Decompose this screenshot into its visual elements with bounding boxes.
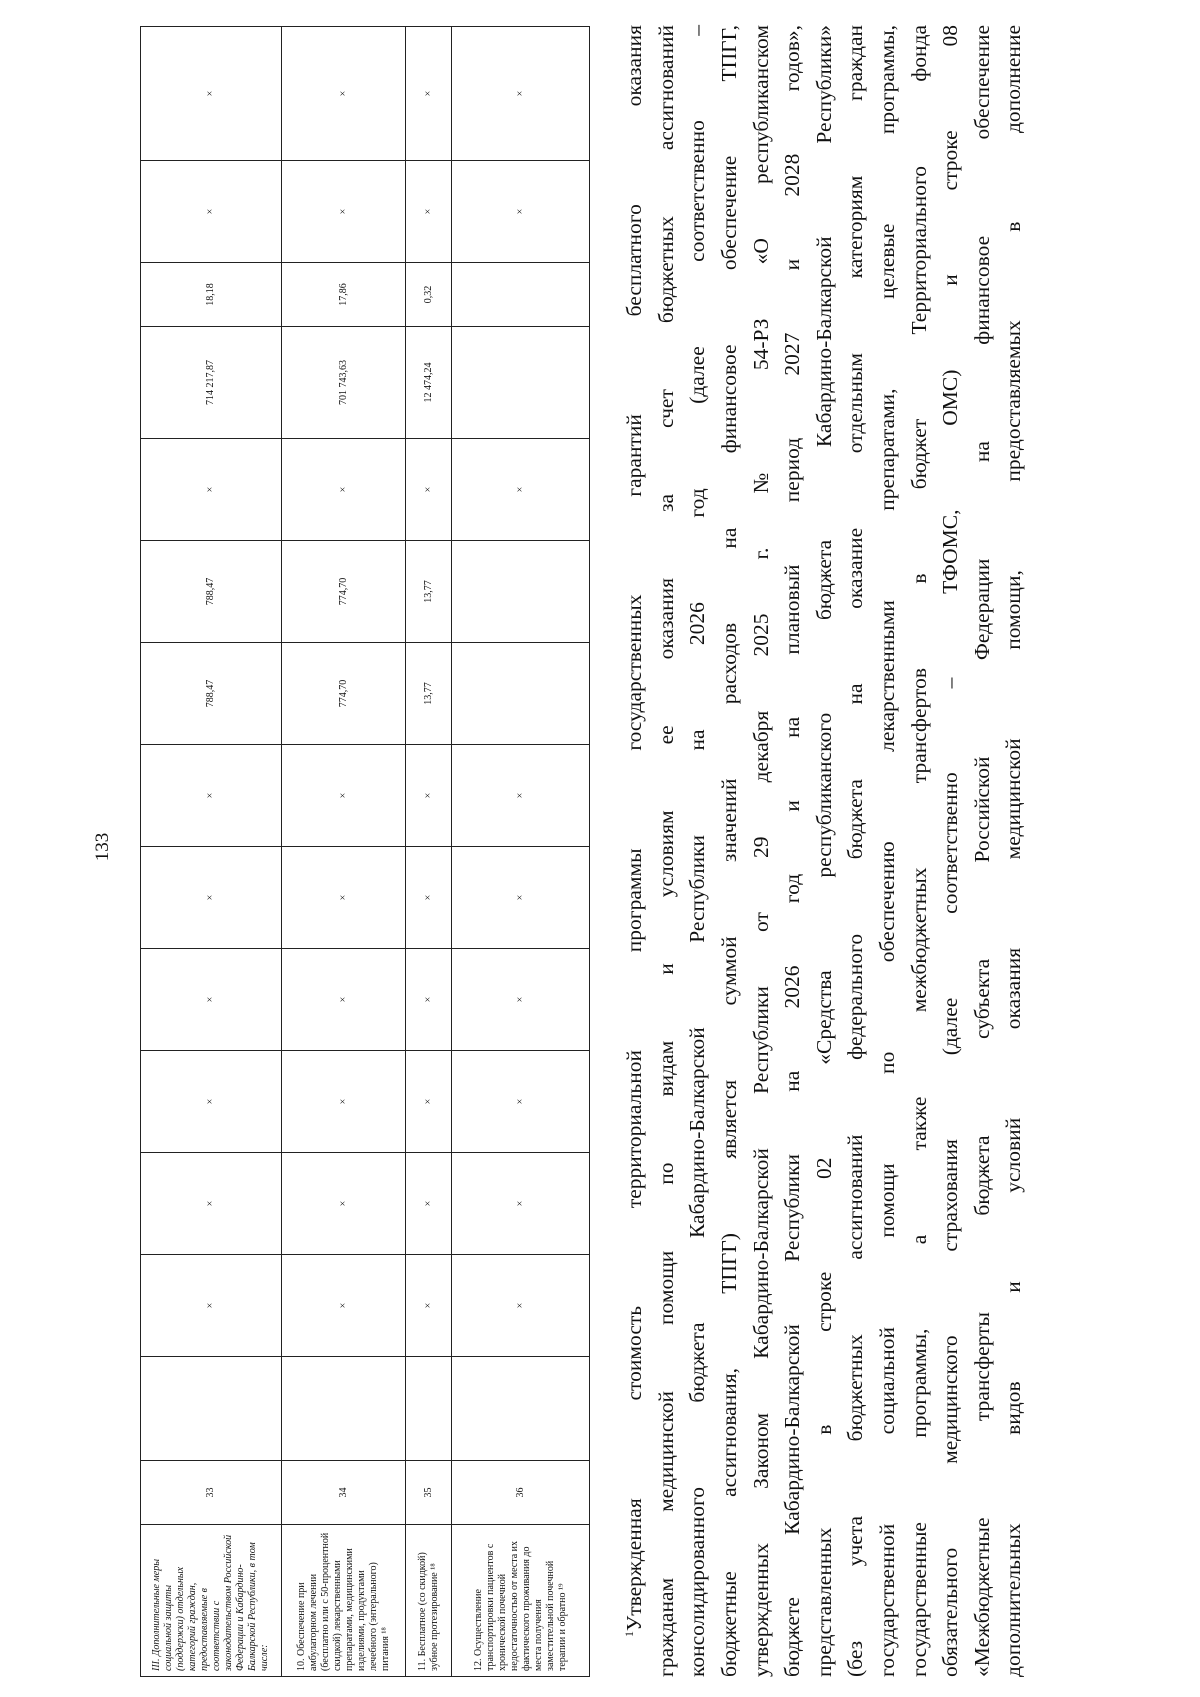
table-cell: × xyxy=(141,27,282,161)
table-cell: 12 474,24 xyxy=(406,327,452,439)
table-cell: × xyxy=(452,847,590,949)
table-cell: 0,32 xyxy=(406,263,452,327)
footnote-line: государственные программы, а также межбюджетных трансфертов в бюджет Территориального фонда xyxy=(906,25,931,1677)
footnote-line: гражданам медицинской помощи по видам и условиям ее оказания за счет бюджетных ассигнований xyxy=(653,25,678,1677)
table-cell: × xyxy=(141,745,282,847)
footnote-line xyxy=(614,25,651,1677)
table-cell: × xyxy=(406,1255,452,1357)
footnote-line: бюджетные ассигнования, ТПГГ) является суммой значений расходов на финансовое обеспечение ТПГГ, xyxy=(716,25,741,1677)
table-cell xyxy=(452,541,590,643)
table-cell: × xyxy=(452,1255,590,1357)
table-cell: 788,47 xyxy=(141,643,282,745)
table-cell: × xyxy=(406,949,452,1051)
table-cell: 788,47 xyxy=(141,541,282,643)
footnote xyxy=(614,25,1030,1677)
table-cell: 13,77 xyxy=(406,643,452,745)
row-label: 11. Бесплатное (со скидкой) зубное протезирование ¹⁸ xyxy=(406,1525,452,1677)
table-cell xyxy=(452,643,590,745)
table-cell: × xyxy=(141,1153,282,1255)
table-cell: × xyxy=(141,439,282,541)
table-cell xyxy=(141,1357,282,1461)
footnote-text: Утвержденная стоимость территориальной программы государственных гарантий бесплатного оказания xyxy=(622,25,647,1631)
footnote-line: государственной социальной помощи по обеспечению лекарственными препаратами, целевые программы, xyxy=(874,25,899,1677)
table-row xyxy=(452,27,590,1677)
table-cell: × xyxy=(406,745,452,847)
footnote-line: дополнительных видов и условий оказания медицинской помощи, предоставляемых в дополнение xyxy=(1001,25,1026,1677)
table-cell: × xyxy=(406,27,452,161)
row-label: 12. Осуществление транспортировки пациентов с хронической почечной недостаточностью от места их фактического проживания до места получения заместительной почечной терапии и обратно ¹⁹ xyxy=(452,1525,590,1677)
table-cell: 17,86 xyxy=(281,263,406,327)
table-cell: × xyxy=(141,847,282,949)
table-cell: × xyxy=(452,27,590,161)
footnote-line: утвержденных Законом Кабардино-Балкарской Республики от 29 декабря 2025 г. № 54-РЗ «О республиканском xyxy=(748,25,773,1677)
table-cell: × xyxy=(406,439,452,541)
table-cell: × xyxy=(141,1255,282,1357)
table-cell: × xyxy=(452,1051,590,1153)
table-cell: 18,18 xyxy=(141,263,282,327)
row-number: 34 xyxy=(281,1461,406,1525)
footnote-line: представленных в строке 02 «Средства республиканского бюджета Кабардино-Балкарской Республики» xyxy=(811,25,836,1677)
row-label: III. Дополнительные меры социальной защиты (поддержки) отдельных категорий граждан, предоставляемые в соответствии с законодательством Российской Федерации и Кабардино-Балкарской Республики, в том числе: xyxy=(141,1525,282,1677)
footnote-line: (без учета бюджетных ассигнований федерального бюджета на оказание отдельным категориям граждан xyxy=(843,25,868,1677)
table-cell: 774,70 xyxy=(281,643,406,745)
table-cell: × xyxy=(406,1051,452,1153)
footnote-line: бюджете Кабардино-Балкарской Республики на 2026 год и на плановый период 2027 и 2028 годов», xyxy=(780,25,805,1677)
footnote-mark: 1 xyxy=(622,1631,636,1637)
page-number: 133 xyxy=(92,832,113,862)
table-row xyxy=(141,27,282,1677)
table-cell: × xyxy=(452,161,590,263)
table-cell: × xyxy=(452,439,590,541)
table-cell: × xyxy=(406,161,452,263)
row-number: 36 xyxy=(452,1461,590,1525)
table-cell: × xyxy=(281,439,406,541)
table-cell: × xyxy=(281,745,406,847)
footnote-line: консолидированного бюджета Кабардино-Балкарской Республики на 2026 год (далее соответственно – xyxy=(685,25,710,1677)
table-cell: × xyxy=(406,847,452,949)
row-label: 10. Обеспечение при амбулаторном лечении (бесплатно или с 50-процентной скидкой) лекарственными препаратами, медицинскими изделиями, продуктами лечебного (энтерального) питания ¹⁸ xyxy=(281,1525,406,1677)
table-cell: 13,77 xyxy=(406,541,452,643)
table-cell: × xyxy=(452,949,590,1051)
table-cell: × xyxy=(281,1051,406,1153)
table-cell: × xyxy=(281,1153,406,1255)
table-cell: × xyxy=(141,1051,282,1153)
table-cell: × xyxy=(281,161,406,263)
table-cell: × xyxy=(452,1153,590,1255)
table-cell: × xyxy=(281,27,406,161)
table-cell: × xyxy=(141,161,282,263)
table-cell xyxy=(452,327,590,439)
table-row xyxy=(406,27,452,1677)
table-cell: × xyxy=(452,745,590,847)
table-cell: 701 743,63 xyxy=(281,327,406,439)
table-cell: × xyxy=(281,949,406,1051)
table-cell xyxy=(406,1357,452,1461)
table-row xyxy=(281,27,406,1677)
table-cell xyxy=(281,1357,406,1461)
table-cell: × xyxy=(281,1255,406,1357)
row-number: 33 xyxy=(141,1461,282,1525)
table-cell: 774,70 xyxy=(281,541,406,643)
footnote-line: обязательного медицинского страхования (далее соответственно – ТФОМС, ОМС) и строке 08 xyxy=(938,25,963,1677)
table-cell xyxy=(452,1357,590,1461)
table-cell xyxy=(452,263,590,327)
financing-table xyxy=(140,26,590,1677)
row-number: 35 xyxy=(406,1461,452,1525)
table-cell: × xyxy=(281,847,406,949)
table-cell: 714 217,87 xyxy=(141,327,282,439)
table-cell: × xyxy=(141,949,282,1051)
footnote-line: «Межбюджетные трансферты бюджета субъекта Российской Федерации на финансовое обеспечение xyxy=(969,25,994,1677)
table-cell: × xyxy=(406,1153,452,1255)
